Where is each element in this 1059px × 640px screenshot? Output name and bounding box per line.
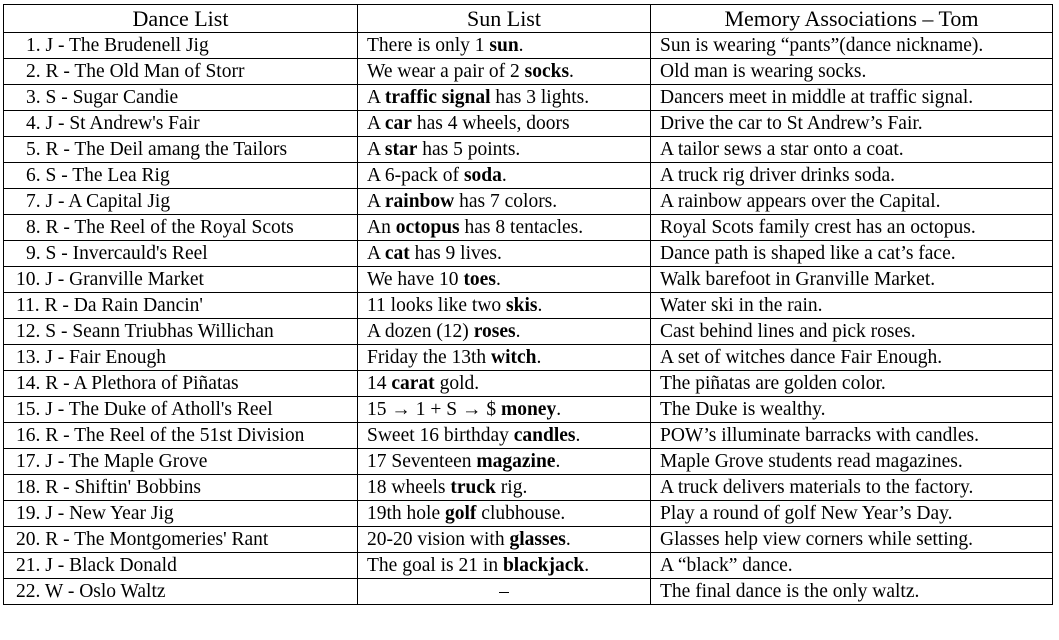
sun-keyword: rainbow (384, 191, 455, 212)
memory-cell: Cast behind lines and pick roses. (651, 319, 1053, 345)
memory-cell: A set of witches dance Fair Enough. (651, 345, 1053, 371)
header-row (4, 5, 1053, 33)
sun-text-pre: A (367, 191, 385, 212)
dance-cell: 1. J - The Brudenell Jig (4, 33, 358, 59)
sun-text-post: . (536, 347, 542, 368)
dance-cell: 3. S - Sugar Candie (4, 85, 358, 111)
sun-cell (358, 345, 651, 371)
sun-text-post: has 9 lives. (409, 243, 502, 264)
header-sun-list: Sun List (358, 5, 651, 33)
sun-text-post: has 3 lights. (490, 87, 590, 108)
sun-keyword: truck (450, 477, 496, 498)
memory-cell: The Duke is wealthy. (651, 397, 1053, 423)
sun-cell (358, 59, 651, 85)
table-row (4, 527, 1053, 553)
table-row (4, 215, 1053, 241)
sun-keyword: cat (384, 243, 410, 264)
sun-cell (358, 241, 651, 267)
memory-cell: Dance path is shaped like a cat’s face. (651, 241, 1053, 267)
sun-text-post: . (575, 425, 581, 446)
table-row (4, 163, 1053, 189)
table-row (4, 501, 1053, 527)
dance-cell: 6. S - The Lea Rig (4, 163, 358, 189)
sun-cell (358, 475, 651, 501)
sun-text-post: has 7 colors. (454, 191, 558, 212)
dance-cell: 14. R - A Plethora of Piñatas (4, 371, 358, 397)
sun-keyword: octopus (395, 217, 460, 238)
sun-keyword: carat (391, 373, 435, 394)
sun-text-pre: A (367, 87, 385, 108)
table-row (4, 267, 1053, 293)
sun-cell (358, 267, 651, 293)
memory-cell: Royal Scots family crest has an octopus. (651, 215, 1053, 241)
sun-text-pre: An (367, 217, 396, 238)
dance-cell: 7. J - A Capital Jig (4, 189, 358, 215)
dance-cell: 5. R - The Deil amang the Tailors (4, 137, 358, 163)
sun-text-pre: The goal is 21 in (367, 555, 503, 576)
sun-cell (358, 553, 651, 579)
table-row (4, 293, 1053, 319)
sun-cell (358, 215, 651, 241)
sun-text-pre: A (367, 113, 385, 134)
sun-keyword: blackjack (502, 555, 585, 576)
sun-text-pre: Sweet 16 birthday (367, 425, 514, 446)
sun-keyword: witch (491, 347, 537, 368)
sun-cell (358, 527, 651, 553)
memory-cell: A rainbow appears over the Capital. (651, 189, 1053, 215)
dance-cell: 19. J - New Year Jig (4, 501, 358, 527)
memory-cell: Drive the car to St Andrew’s Fair. (651, 111, 1053, 137)
sun-cell (358, 163, 651, 189)
sun-text-pre: Friday the 13th (367, 347, 492, 368)
sun-text-post: . (537, 295, 543, 316)
sun-text-post: clubhouse. (476, 503, 566, 524)
sun-text-post: . (501, 165, 507, 186)
sun-text-post: . (518, 35, 524, 56)
sun-text-pre: 14 (367, 373, 392, 394)
sun-keyword: skis (506, 295, 538, 316)
sun-cell (358, 423, 651, 449)
table-row (4, 59, 1053, 85)
table-row (4, 33, 1053, 59)
dance-cell: 8. R - The Reel of the Royal Scots (4, 215, 358, 241)
sun-text-post: . (555, 451, 561, 472)
dance-cell: 2. R - The Old Man of Storr (4, 59, 358, 85)
sun-text-pre: There is only 1 (367, 35, 490, 56)
sun-cell (358, 319, 651, 345)
table-body (4, 33, 1053, 605)
sun-text-post: . (569, 61, 574, 82)
table-row (4, 345, 1053, 371)
sun-keyword: toes (463, 269, 496, 290)
sun-cell (358, 33, 651, 59)
sun-text-pre: 17 Seventeen (367, 451, 477, 472)
table-row (4, 319, 1053, 345)
sun-text-pre: 18 wheels (367, 477, 451, 498)
dance-cell: 12. S - Seann Triubhas Willichan (4, 319, 358, 345)
table-row (4, 137, 1053, 163)
header-memory-associations: Memory Associations – Tom (651, 5, 1053, 33)
table-row (4, 579, 1053, 605)
sun-keyword: sun (489, 35, 519, 56)
sun-cell (358, 501, 651, 527)
sun-keyword: soda (463, 165, 502, 186)
sun-text-post: has 4 wheels, doors (411, 113, 570, 134)
sun-text-post: . (556, 399, 562, 420)
dance-cell: 15. J - The Duke of Atholl's Reel (4, 397, 358, 423)
sun-keyword: magazine (476, 451, 556, 472)
table-row (4, 553, 1053, 579)
memory-cell: The final dance is the only waltz. (651, 579, 1053, 605)
memory-cell: Walk barefoot in Granville Market. (651, 267, 1053, 293)
table-row (4, 241, 1053, 267)
memory-cell: Old man is wearing socks. (651, 59, 1053, 85)
memory-cell: POW’s illuminate barracks with candles. (651, 423, 1053, 449)
sun-cell (358, 189, 651, 215)
sun-text-pre: 19th hole (367, 503, 445, 524)
sun-text-post: . (584, 555, 590, 576)
sun-keyword: roses (473, 321, 516, 342)
dance-cell: 17. J - The Maple Grove (4, 449, 358, 475)
dance-cell: 16. R - The Reel of the 51st Division (4, 423, 358, 449)
sun-cell (358, 371, 651, 397)
header-dance-list: Dance List (4, 5, 358, 33)
sun-text-pre: 11 looks like two (367, 295, 507, 316)
sun-text-pre: We have 10 (367, 269, 464, 290)
table-row (4, 111, 1053, 137)
memory-cell: Water ski in the rain. (651, 293, 1053, 319)
sun-text-post: rig. (495, 477, 528, 498)
sun-cell (358, 449, 651, 475)
memory-cell: A truck rig driver drinks soda. (651, 163, 1053, 189)
memory-cell: A tailor sews a star onto a coat. (651, 137, 1053, 163)
dance-cell: 10. J - Granville Market (4, 267, 358, 293)
sun-keyword: socks (524, 61, 570, 82)
sun-cell (358, 85, 651, 111)
table-row (4, 449, 1053, 475)
sun-cell (358, 137, 651, 163)
memory-cell: A “black” dance. (651, 553, 1053, 579)
dance-cell: 21. J - Black Donald (4, 553, 358, 579)
dance-cell: 20. R - The Montgomeries' Rant (4, 527, 358, 553)
dance-cell: 13. J - Fair Enough (4, 345, 358, 371)
sun-text-pre: A (367, 139, 385, 160)
table-row (4, 397, 1053, 423)
sun-text-post: has 5 points. (417, 139, 521, 160)
sun-text-pre: – (499, 581, 509, 602)
sun-text-post: . (515, 321, 521, 342)
sun-text-pre: 15 → 1 + S → $ (367, 399, 501, 420)
sun-text-pre: A dozen (12) (367, 321, 474, 342)
memory-cell: Maple Grove students read magazines. (651, 449, 1053, 475)
sun-keyword: golf (445, 503, 477, 524)
table-row (4, 475, 1053, 501)
dance-cell: 11. R - Da Rain Dancin' (4, 293, 358, 319)
sun-keyword: star (384, 139, 418, 160)
memory-cell: The piñatas are golden color. (651, 371, 1053, 397)
sun-keyword: glasses (509, 529, 566, 550)
sun-keyword: traffic signal (384, 87, 491, 108)
dance-cell: 22. W - Oslo Waltz (4, 579, 358, 605)
dance-cell: 18. R - Shiftin' Bobbins (4, 475, 358, 501)
sun-cell (358, 397, 651, 423)
memory-cell: Play a round of golf New Year’s Day. (651, 501, 1053, 527)
sun-cell (358, 111, 651, 137)
sun-cell (358, 293, 651, 319)
sun-text-post: . (565, 529, 571, 550)
sun-text-post: . (495, 269, 501, 290)
memory-cell: Sun is wearing “pants”(dance nickname). (651, 33, 1053, 59)
memory-cell: Glasses help view corners while setting. (651, 527, 1053, 553)
memory-cell: Dancers meet in middle at traffic signal. (651, 85, 1053, 111)
dance-cell: 4. J - St Andrew's Fair (4, 111, 358, 137)
table-row (4, 189, 1053, 215)
sun-text-post: gold. (434, 373, 480, 394)
sun-text-pre: We wear a pair of 2 (367, 61, 525, 82)
memory-cell: A truck delivers materials to the factory. (651, 475, 1053, 501)
table-row (4, 85, 1053, 111)
sun-text-pre: A (367, 243, 385, 264)
sun-text-post: has 8 tentacles. (459, 217, 584, 238)
dance-memory-table (3, 4, 1053, 605)
sun-keyword: candles (513, 425, 576, 446)
dance-cell: 9. S - Invercauld's Reel (4, 241, 358, 267)
sun-cell (358, 579, 651, 605)
sun-text-pre: A 6-pack of (367, 165, 464, 186)
table-row (4, 371, 1053, 397)
sun-keyword: car (384, 113, 412, 134)
table-row (4, 423, 1053, 449)
sun-keyword: money (500, 399, 557, 420)
sun-text-pre: 20-20 vision with (367, 529, 510, 550)
